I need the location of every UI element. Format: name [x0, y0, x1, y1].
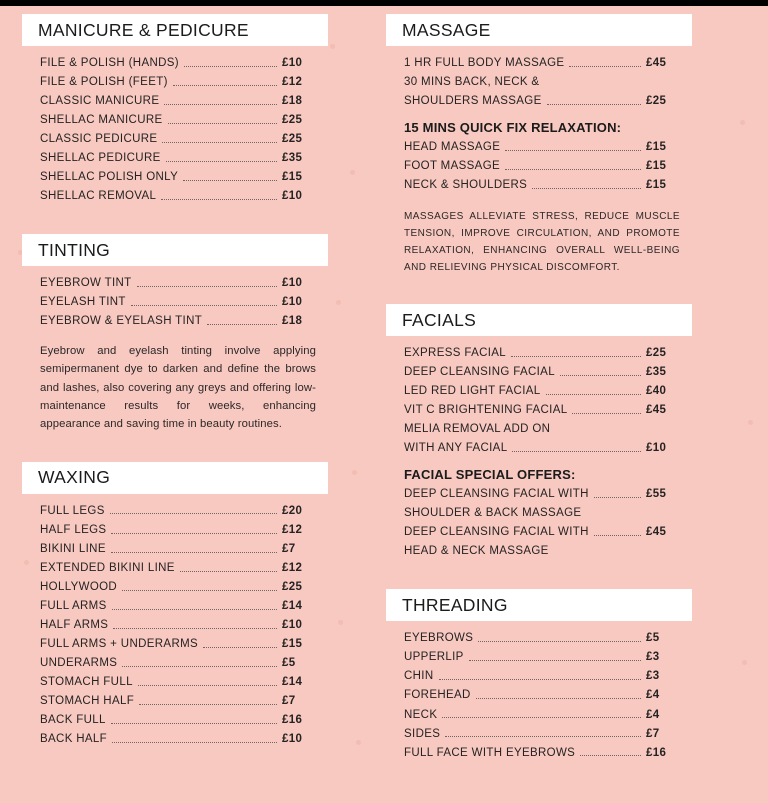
- service-name: CLASSIC MANICURE: [40, 95, 160, 108]
- service-row: [404, 485, 680, 504]
- service-row: [40, 111, 316, 130]
- left-column: [22, 14, 328, 803]
- dotted-leader: [112, 609, 277, 610]
- service-name: FULL ARMS + UNDERARMS: [40, 637, 199, 650]
- section-subheading: 15 MINS QUICK FIX RELAXATION:: [404, 120, 622, 136]
- service-name: EXTENDED BIKINI LINE: [40, 561, 175, 574]
- service-row: [404, 724, 680, 743]
- service-row: [40, 293, 316, 312]
- service-row: [40, 274, 316, 293]
- dotted-leader: [131, 305, 277, 306]
- dotted-leader: [168, 123, 277, 124]
- service-name: UNDERARMS: [40, 656, 118, 669]
- service-price: £4: [646, 689, 660, 702]
- service-row: [404, 138, 680, 157]
- service-row: [40, 73, 316, 92]
- service-row: [404, 73, 680, 92]
- service-price: £4: [646, 708, 660, 721]
- service-row: [40, 692, 316, 711]
- service-price: £7: [282, 542, 296, 555]
- service-row: [404, 401, 680, 420]
- service-price: £10: [282, 57, 303, 70]
- section-spacer: [386, 563, 692, 589]
- service-name: HEAD MASSAGE: [404, 141, 501, 154]
- dotted-leader: [111, 552, 277, 553]
- section-subheading: FACIAL SPECIAL OFFERS:: [404, 467, 576, 483]
- section-title: TINTING: [38, 239, 111, 260]
- dotted-leader: [594, 497, 641, 498]
- section-heading-band: [22, 14, 328, 46]
- service-row: [40, 168, 316, 187]
- service-price: £12: [282, 561, 303, 574]
- service-name: FILE & POLISH (FEET): [40, 76, 168, 89]
- service-row: [40, 711, 316, 730]
- section-heading-band: [22, 462, 328, 494]
- service-price: £7: [646, 727, 660, 740]
- service-row: [40, 578, 316, 597]
- service-price: £10: [646, 442, 667, 455]
- menu-section: [22, 462, 328, 749]
- section-spacer: [386, 278, 692, 304]
- service-name: FULL LEGS: [40, 504, 105, 517]
- section-body: [22, 274, 328, 434]
- dotted-leader: [112, 742, 277, 743]
- dotted-leader: [560, 375, 641, 376]
- service-row: [40, 616, 316, 635]
- service-name: STOMACH HALF: [40, 695, 135, 707]
- service-name: SHELLAC REMOVAL: [40, 190, 157, 203]
- service-price: £25: [646, 95, 667, 108]
- service-name: EYELASH TINT: [40, 296, 126, 309]
- service-row: [40, 187, 316, 206]
- service-row: [40, 54, 316, 73]
- service-price: £20: [282, 504, 303, 517]
- dotted-leader: [113, 628, 277, 629]
- dotted-leader: [184, 66, 277, 67]
- section-body: [22, 54, 328, 206]
- section-title: THREADING: [402, 594, 508, 615]
- service-price: £15: [646, 160, 667, 173]
- service-name: NECK & SHOULDERS: [404, 179, 528, 192]
- section-body: [22, 502, 328, 749]
- service-name: FULL FACE WITH EYEBROWS: [404, 746, 576, 759]
- service-row: [404, 363, 680, 382]
- service-row: [404, 344, 680, 363]
- dotted-leader: [203, 647, 277, 648]
- dotted-leader: [511, 356, 641, 357]
- dotted-leader: [173, 85, 277, 86]
- section-body: [386, 54, 692, 276]
- service-name: 1 HR FULL BODY MASSAGE: [404, 57, 565, 70]
- service-price: £12: [282, 523, 303, 536]
- service-name: SIDES: [404, 727, 441, 740]
- service-row: [40, 312, 316, 331]
- service-price: £5: [282, 656, 296, 669]
- section-title: WAXING: [38, 467, 111, 488]
- dotted-leader: [161, 199, 277, 200]
- service-row: [404, 523, 680, 542]
- service-name: UPPERLIP: [404, 651, 464, 664]
- service-row: [40, 149, 316, 168]
- section-body: [386, 629, 692, 762]
- service-name: EYEBROWS: [404, 632, 474, 645]
- service-name: DEEP CLEANSING FACIAL WITH: [404, 488, 589, 501]
- service-price: £3: [646, 670, 660, 683]
- service-price: £5: [646, 632, 660, 645]
- right-column: [386, 14, 692, 803]
- service-price: £14: [282, 675, 303, 688]
- dotted-leader: [445, 736, 641, 737]
- service-row: [404, 92, 680, 111]
- dotted-leader: [569, 66, 641, 67]
- dotted-leader: [164, 104, 277, 105]
- dotted-leader: [138, 685, 277, 686]
- service-row: [404, 157, 680, 176]
- section-heading-band: [386, 14, 692, 46]
- service-name: HALF LEGS: [40, 523, 107, 536]
- dotted-leader: [122, 666, 277, 667]
- service-name: HOLLYWOOD: [40, 580, 118, 593]
- service-row: [404, 686, 680, 705]
- service-price: £25: [646, 347, 667, 360]
- service-row: [404, 705, 680, 724]
- service-name: DEEP CLEANSING FACIAL: [404, 366, 555, 379]
- service-name: SHELLAC POLISH ONLY: [40, 171, 179, 184]
- service-price: £15: [646, 141, 667, 154]
- service-price: £10: [282, 296, 303, 309]
- section-title: MANICURE & PEDICURE: [38, 19, 249, 40]
- service-row: [40, 730, 316, 749]
- price-list-page: [0, 6, 768, 803]
- service-name: SHELLAC PEDICURE: [40, 152, 161, 165]
- service-row: [404, 54, 680, 73]
- section-spacer: [22, 436, 328, 462]
- service-row: [404, 743, 680, 762]
- service-row: [404, 629, 680, 648]
- service-name: CLASSIC PEDICURE: [40, 133, 158, 146]
- service-row: [404, 420, 680, 439]
- dotted-leader: [505, 150, 641, 151]
- service-price: £45: [646, 404, 667, 417]
- service-price: £16: [282, 714, 303, 727]
- dotted-leader: [439, 679, 641, 680]
- service-price: £45: [646, 526, 667, 539]
- service-name: EXPRESS FACIAL: [404, 347, 507, 360]
- service-row: [404, 382, 680, 401]
- service-price: £45: [646, 57, 667, 70]
- service-price: £16: [646, 746, 667, 759]
- service-price: £12: [282, 76, 303, 89]
- service-name: HEAD & NECK MASSAGE: [404, 545, 549, 558]
- menu-section: [22, 14, 328, 206]
- dotted-leader: [166, 161, 277, 162]
- menu-section: [386, 14, 692, 276]
- service-price: £10: [282, 190, 303, 203]
- dotted-leader: [580, 755, 641, 756]
- dotted-leader: [111, 533, 277, 534]
- dotted-leader: [110, 513, 277, 514]
- dotted-leader: [180, 571, 277, 572]
- dotted-leader: [207, 324, 277, 325]
- service-row: [404, 667, 680, 686]
- service-name: EYEBROW & EYELASH TINT: [40, 315, 203, 328]
- section-title: FACIALS: [402, 309, 477, 330]
- dotted-leader: [505, 169, 641, 170]
- service-price: £15: [646, 179, 667, 192]
- service-name: SHOULDER & BACK MASSAGE: [404, 507, 582, 520]
- service-row: [40, 635, 316, 654]
- dotted-leader: [137, 286, 277, 287]
- service-name: EYEBROW TINT: [40, 277, 132, 290]
- service-price: £7: [282, 695, 296, 707]
- service-name: MELIA REMOVAL ADD ON: [404, 423, 551, 436]
- menu-section: [386, 589, 692, 762]
- service-price: £14: [282, 599, 303, 612]
- service-name: BACK FULL: [40, 714, 106, 727]
- section-description: MASSAGES ALLEVIATE STRESS, REDUCE MUSCLE TENSION, IMPROVE CIRCULATION, AND PROMOTE RELAXATION, ENHANCING OVERALL WELL-BEING AND RELIEVING PHYSICAL DISCOMFORT.: [404, 211, 680, 274]
- service-name: SHELLAC MANICURE: [40, 114, 163, 127]
- service-price: £55: [646, 488, 667, 501]
- service-row: [40, 502, 316, 521]
- service-row: [404, 542, 680, 561]
- dotted-leader: [532, 188, 641, 189]
- service-price: £25: [282, 133, 303, 146]
- dotted-leader: [162, 142, 277, 143]
- service-name: FOREHEAD: [404, 689, 471, 702]
- service-price: £10: [282, 733, 303, 746]
- service-name: NECK: [404, 708, 438, 721]
- service-row: [404, 176, 680, 195]
- service-price: £35: [282, 152, 303, 165]
- service-price: £25: [282, 114, 303, 127]
- dotted-leader: [139, 704, 277, 705]
- dotted-leader: [546, 394, 641, 395]
- service-name: FILE & POLISH (HANDS): [40, 57, 179, 70]
- service-price: £18: [282, 315, 303, 328]
- service-name: STOMACH FULL: [40, 675, 133, 688]
- dotted-leader: [111, 723, 277, 724]
- section-heading-band: [22, 234, 328, 266]
- dotted-leader: [183, 180, 277, 181]
- menu-section: [386, 304, 692, 561]
- section-spacer: [22, 751, 328, 777]
- dotted-leader: [442, 717, 641, 718]
- service-row: [40, 559, 316, 578]
- dotted-leader: [594, 535, 641, 536]
- service-name: LED RED LIGHT FACIAL: [404, 385, 541, 398]
- service-row: [40, 92, 316, 111]
- section-spacer: [22, 208, 328, 234]
- dotted-leader: [512, 451, 641, 452]
- section-description: Eyebrow and eyelash tinting involve applying semipermanent dye to darken and define the brows and lashes, also covering any greys and offering low-maintenance results for weeks, enhancing appearance and saving time in beauty routines.: [40, 345, 316, 431]
- section-heading-band: [386, 589, 692, 621]
- section-heading-band: [386, 304, 692, 336]
- dotted-leader: [122, 590, 277, 591]
- service-name: DEEP CLEANSING FACIAL WITH: [404, 526, 589, 539]
- service-name: BIKINI LINE: [40, 542, 106, 555]
- service-name: FULL ARMS: [40, 599, 107, 612]
- dotted-leader: [478, 641, 641, 642]
- service-price: £10: [282, 277, 303, 290]
- service-price: £35: [646, 366, 667, 379]
- service-row: [404, 439, 680, 458]
- service-price: £40: [646, 385, 667, 398]
- service-row: [40, 540, 316, 559]
- section-body: [386, 344, 692, 561]
- service-name: VIT C BRIGHTENING FACIAL: [404, 404, 568, 417]
- service-name: CHIN: [404, 670, 434, 683]
- service-row: [40, 521, 316, 540]
- dotted-leader: [547, 104, 641, 105]
- service-row: [404, 504, 680, 523]
- service-price: £15: [282, 171, 303, 184]
- dotted-leader: [469, 660, 641, 661]
- dotted-leader: [476, 698, 641, 699]
- service-name: BACK HALF: [40, 733, 108, 746]
- service-price: £10: [282, 618, 303, 631]
- service-row: [40, 654, 316, 673]
- dotted-leader: [572, 413, 641, 414]
- service-name: WITH ANY FACIAL: [404, 442, 508, 455]
- section-title: MASSAGE: [402, 19, 491, 40]
- service-price: £25: [282, 580, 303, 593]
- service-price: £18: [282, 95, 303, 108]
- section-spacer: [386, 764, 692, 790]
- service-price: £3: [646, 651, 660, 664]
- service-price: £15: [282, 637, 303, 650]
- service-row: [40, 597, 316, 616]
- service-name: SHOULDERS MASSAGE: [404, 95, 542, 108]
- menu-section: [22, 234, 328, 434]
- service-row: [404, 648, 680, 667]
- service-name: 30 MINS BACK, NECK &: [404, 76, 540, 89]
- service-row: [40, 130, 316, 149]
- service-name: FOOT MASSAGE: [404, 160, 501, 173]
- service-row: [40, 673, 316, 692]
- service-name: HALF ARMS: [40, 618, 109, 631]
